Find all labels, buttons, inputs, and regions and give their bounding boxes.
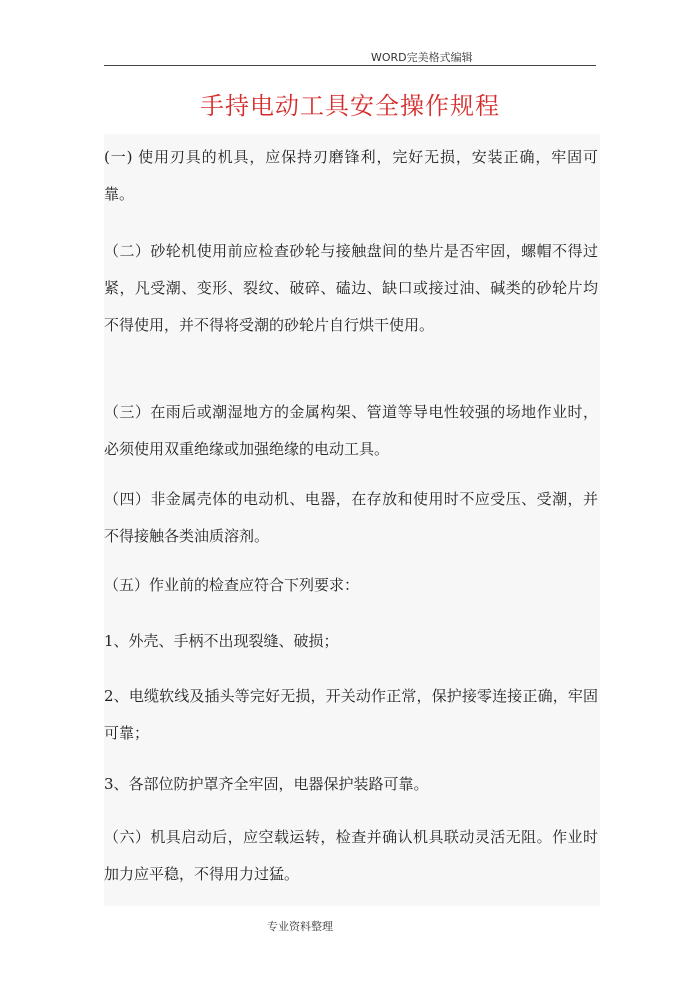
list-item-3: 3、各部位防护罩齐全牢固，电器保护装路可靠。 <box>104 775 429 793</box>
page-footer-text: 专业资料整理 <box>267 920 333 933</box>
document-title: 手持电动工具安全操作规程 <box>200 92 500 120</box>
paragraph-1: (一) 使用刃具的机具，应保持刃磨锋利，完好无损，安装正确，牢固可靠。 <box>104 148 598 203</box>
page-header-text: WORD完美格式编辑 <box>371 51 473 64</box>
paragraph-3: （三）在雨后或潮湿地方的金属构架、管道等导电性较强的场地作业时，必须使用双重绝缘或加强绝缘的电动工具。 <box>104 403 598 458</box>
paragraph-5: （五）作业前的检查应符合下列要求： <box>104 576 360 594</box>
list-item-2: 2、电缆软线及插头等完好无损，开关动作正常，保护接零连接正确，牢固可靠； <box>104 687 598 742</box>
paragraph-4: （四）非金属壳体的电动机、电器，在存放和使用时不应受压、受潮，并不得接触各类油质溶剂。 <box>104 490 598 545</box>
header-divider <box>104 65 596 66</box>
paragraph-2: （二）砂轮机使用前应检查砂轮与接触盘间的垫片是否牢固，螺帽不得过紧，凡受潮、变形、裂纹、破碎、磕边、缺口或接过油、碱类的砂轮片均不得使用，并不得将受潮的砂轮片自行烘干使用。 <box>104 242 598 334</box>
list-item-1: 1、外壳、手柄不出现裂缝、破损； <box>104 632 339 650</box>
paragraph-6: （六）机具启动后，应空载运转，检查并确认机具联动灵活无阻。作业时加力应平稳，不得用力过猛。 <box>104 828 598 883</box>
